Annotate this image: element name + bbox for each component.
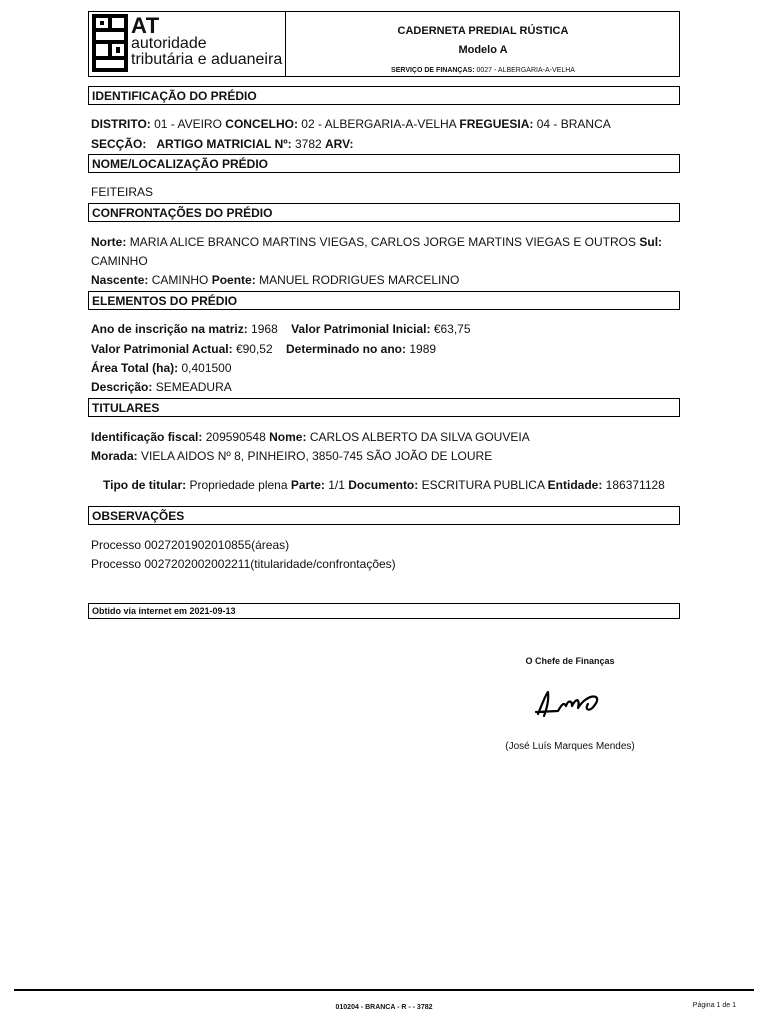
observacao-item: Processo 0027202002002211(titularidade/confrontações) <box>91 557 396 571</box>
footer-divider <box>14 989 754 991</box>
row-artigo: SECÇÃO: ARTIGO MATRICIAL Nº: 3782 ARV: <box>91 137 354 151</box>
logo-line-1: autoridade <box>131 35 207 52</box>
section-identificacao: IDENTIFICAÇÃO DO PRÉDIO <box>88 86 680 105</box>
section-observacoes: OBSERVAÇÕES <box>88 506 680 525</box>
row-vpa-det: Valor Patrimonial Actual: €90,52 Determinado no ano: 1989 <box>91 342 437 356</box>
observacao-item: Processo 0027201902010855(áreas) <box>91 538 290 552</box>
servico-financas <box>286 67 680 74</box>
row-sul-value: CAMINHO <box>91 254 148 268</box>
at-emblem-icon <box>92 14 128 72</box>
section-elementos: ELEMENTOS DO PRÉDIO <box>88 291 680 310</box>
logo-line-2: tributária e aduaneira <box>131 51 283 68</box>
signature-icon <box>528 686 608 722</box>
row-area: Área Total (ha): 0,401500 <box>91 361 232 375</box>
row-localizacao: DISTRITO: 01 - AVEIRO CONCELHO: 02 - ALBERGARIA-A-VELHA FREGUESIA: 04 - BRANCA <box>91 117 611 131</box>
row-nascente-poente: Nascente: CAMINHO Poente: MANUEL RODRIGUES MARCELINO <box>91 273 460 287</box>
row-norte-sul: Norte: MARIA ALICE BRANCO MARTINS VIEGAS, CARLOS JORGE MARTINS VIEGAS E OUTROS Sul: <box>91 235 663 249</box>
document-title: CADERNETA PREDIAL RÚSTICA <box>397 25 569 37</box>
obtido-via-internet: Obtido via internet em 2021-09-13 <box>88 603 680 619</box>
page-number: Página 1 de 1 <box>692 1002 736 1009</box>
row-morada: Morada: VIELA AIDOS Nº 8, PINHEIRO, 3850-745 SÃO JOÃO DE LOURE <box>91 449 493 463</box>
nome-value: FEITEIRAS <box>91 185 154 199</box>
servico-label: SERVIÇO DE FINANÇAS: <box>391 67 475 74</box>
section-titulares: TITULARES <box>88 398 680 417</box>
chefe-financas-label: O Chefe de Finanças <box>525 656 615 666</box>
section-confrontacoes: CONFRONTAÇÕES DO PRÉDIO <box>88 203 680 222</box>
section-nome: NOME/LOCALIZAÇÃO PRÉDIO <box>88 154 680 173</box>
chefe-financas-nome: (José Luís Marques Mendes) <box>505 741 635 752</box>
row-tipo-titular: Tipo de titular: Propriedade plena Parte: 1/1 Documento: ESCRITURA PUBLICA Entidade: 186371128 <box>103 478 665 492</box>
row-ano-vpi: Ano de inscrição na matriz: 1968 Valor Patrimonial Inicial: €63,75 <box>91 322 471 336</box>
servico-value: 0027 - ALBERGARIA-A-VELHA <box>476 67 575 74</box>
row-descricao: Descrição: SEMEADURA <box>91 380 232 394</box>
logo-at: AT <box>131 13 160 38</box>
row-titular-nif: Identificação fiscal: 209590548 Nome: CARLOS ALBERTO DA SILVA GOUVEIA <box>91 430 530 444</box>
footer-reference: 010204 - BRANCA - R - - 3782 <box>335 1004 433 1011</box>
document-subtitle: Modelo A <box>458 44 508 56</box>
